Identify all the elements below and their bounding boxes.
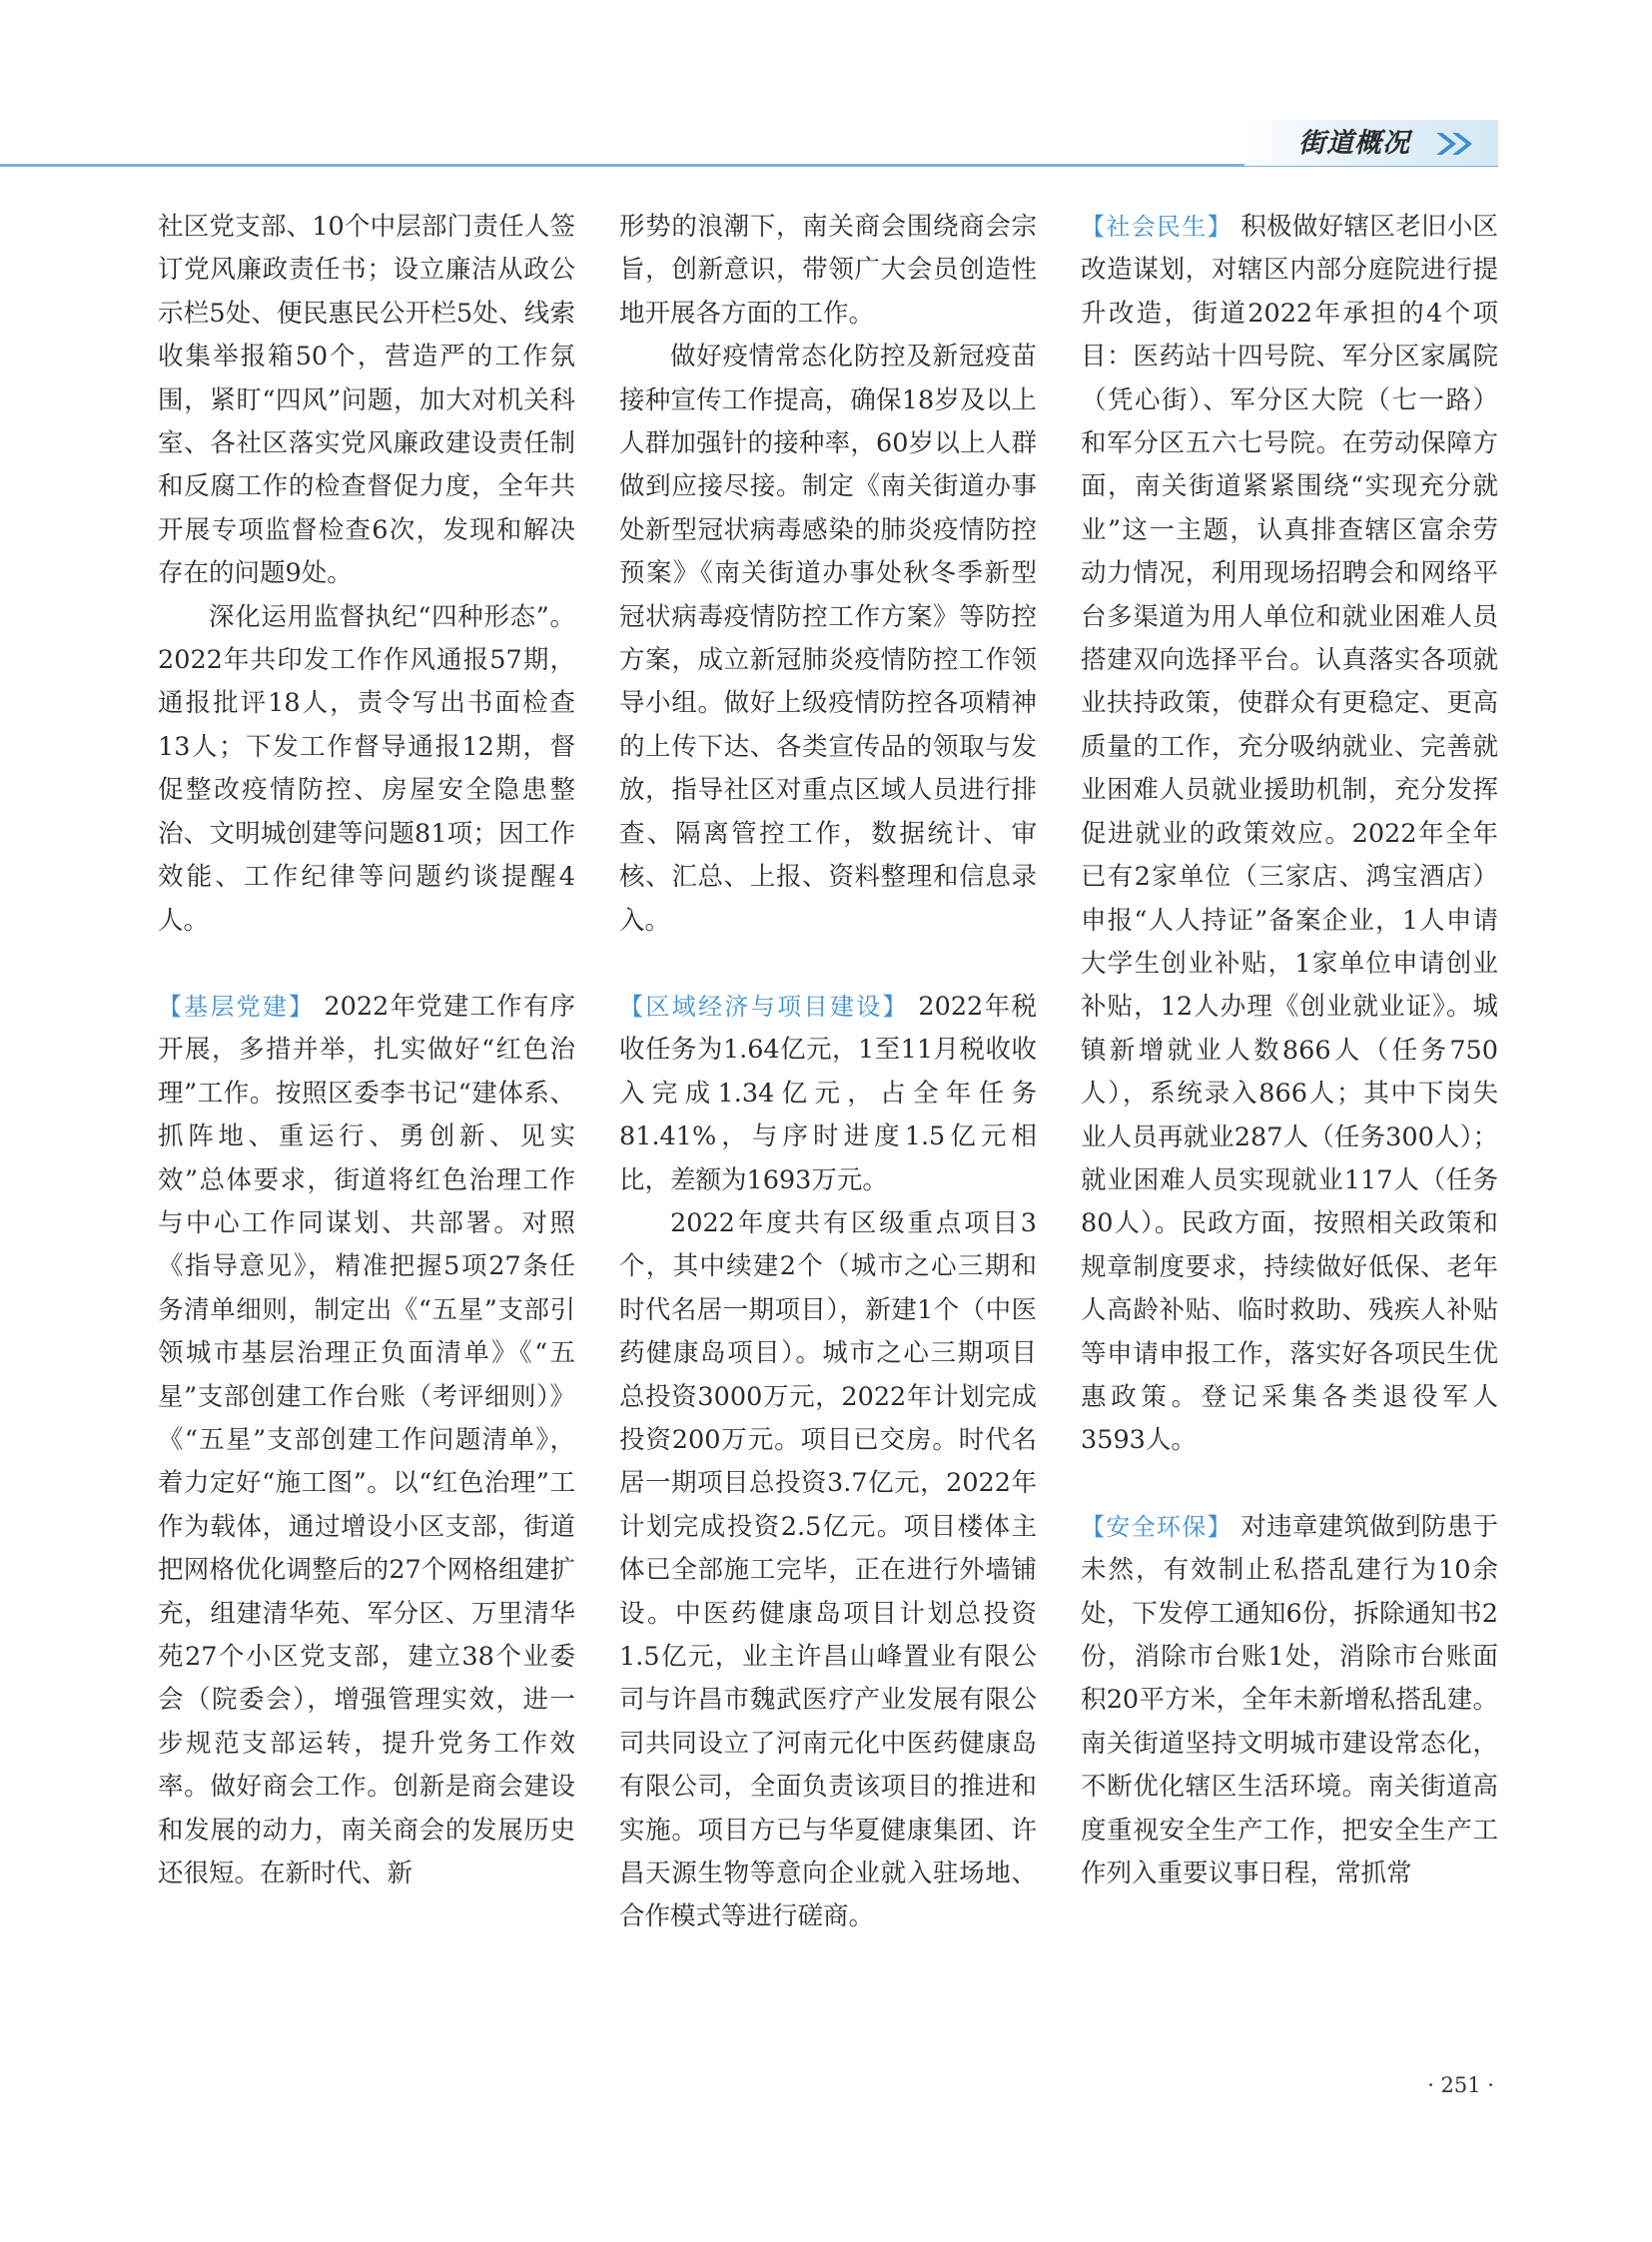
text-column-1 (158, 206, 575, 1895)
text-column-2 (619, 206, 1037, 1939)
double-chevron-right-icon (1432, 130, 1480, 158)
section-tag: 【社会民生】 (1081, 213, 1233, 241)
paragraph (158, 986, 575, 1896)
section-tag: 【基层党建】 (158, 992, 316, 1021)
paragraph-text: 2022年党建工作有序开展，多措并举，扎实做好“红色治理”工作。按照区委李书记“建体系、抓阵地、重运行、勇创新、见实效”总体要求，街道将红色治理工作与中心工作同谋划、共部署。对照《指导意见》，精准把握5项27条任务清单细则，制定出《“五星”支部引领城市基层治理正负面清单》《“五星”支部创建工作台账（考评细则）》《“五星”支部创建工作问题清单》，着力定好“施工图”。以“红色治理”工作为载体，通过增设小区支部，街道把网格优化调整后的27个网格组建扩充，组建清华苑、军分区、万里清华苑27个小区党支部，建立38个业委会（院委会），增强管理实效，进一步规范支部运转，提升党务工作效率。做好商会工作。创新是商会建设和发展的动力，南关商会的发展历史还很短。在新时代、新 (158, 991, 576, 1889)
paragraph (619, 986, 1037, 1202)
page-number: · 251 · (1427, 2073, 1494, 2097)
paragraph (1081, 206, 1498, 1463)
paragraph-text: 做好疫情常态化防控及新冠疫苗接种宣传工作提高，确保18岁及以上人群加强针的接种率，60岁以上人群做到应接尽接。制定《南关街道办事处新型冠状病毒感染的肺炎疫情防控预案》《南关街道办事处秋冬季新型冠状病毒疫情防控工作方案》等防控方案，成立新冠肺炎疫情防控工作领导小组。做好上级疫情防控各项精神的上传下达、各类宣传品的领取与发放，指导社区对重点区域人员进行排查、隔离管控工作，数据统计、审核、汇总、上报、资料整理和信息录入。 (619, 342, 1037, 936)
paragraph-text: 2022年度共有区级重点项目3个，其中续建2个（城市之心三期和时代名居一期项目），新建1个（中医药健康岛项目）。城市之心三期项目总投资3000万元，2022年计划完成投资200万元。项目已交房。时代名居一期项目总投资3.7亿元，2022年计划完成投资2.5亿元。项目楼体主体已全部施工完毕，正在进行外墙铺设。中医药健康岛项目计划总投资1.5亿元，业主许昌山峰置业有限公司与许昌市魏武医疗产业发展有限公司共同设立了河南元化中医药健康岛有限公司，全面负责该项目的推进和实施。项目方已与华夏健康集团、许昌天源生物等意向企业就入驻场地、合作模式等进行磋商。 (619, 1207, 1037, 1932)
section-title: 街道概况 (1298, 128, 1410, 159)
paragraph-text: 深化运用监督执纪“四种形态”。2022年共印发工作作风通报57期，通报批评18人，责令写出书面检查13人；下发工作督导通报12期，督促整改疫情防控、房屋安全隐患整治、文明城创建等问题81项；因工作效能、工作纪律等问题约谈提醒4人。 (158, 601, 575, 936)
paragraph-text: 形势的浪潮下，南关商会围绕商会宗旨，创新意识，带领广大会员创造性地开展各方面的工作。 (619, 212, 1037, 329)
section-tag: 【安全环保】 (1081, 1512, 1233, 1541)
paragraph (619, 1202, 1037, 1939)
paragraph (1081, 1506, 1498, 1896)
text-column-3 (1081, 206, 1498, 1895)
paragraph (158, 596, 575, 943)
paragraph-text: 对违章建筑做到防患于未然，有效制止私搭乱建行为10余处，下发停工通知6份，拆除通知书2份，消除市台账1处，消除市台账面积20平方米，全年未新增私搭乱建。南关街道坚持文明城市建设常态化，不断优化辖区生活环境。南关街道高度重视安全生产工作，把安全生产工作列入重要议事日程，常抓常 (1081, 1511, 1498, 1889)
paragraph (158, 206, 575, 596)
paragraph-text: 积极做好辖区老旧小区改造谋划，对辖区内部分庭院进行提升改造，街道2022年承担的4个项目：医药站十四号院、军分区家属院（凭心街）、军分区大院（七一路）和军分区五六七号院。在劳动保障方面，南关街道紧紧围绕“实现充分就业”这一主题，认真排查辖区富余劳动力情况，利用现场招聘会和网络平台多渠道为用人单位和就业困难人员搭建双向选择平台。认真落实各项就业扶持政策，使群众有更稳定、更高质量的工作，充分吸纳就业、完善就业困难人员就业援助机制，充分发挥促进就业的政策效应。2022年全年已有2家单位（三家店、鸿宝酒店）申报“人人持证”备案企业，1人申请大学生创业补贴，1家单位申请创业补贴，12人办理《创业就业证》。城镇新增就业人数866人（任务750人），系统录入866人；其中下岗失业人员再就业287人（任务300人）；就业困难人员实现就业117人（任务80人）。民政方面，按照相关政策和规章制度要求，持续做好低保、老年人高龄补贴、临时救助、残疾人补贴等申请申报工作，落实好各项民生优惠政策。登记采集各类退役军人3593人。 (1081, 212, 1498, 1456)
paragraph (619, 336, 1037, 943)
paragraph-text: 2022年税收任务为1.64亿元，1至11月税收收入完成1.34亿元，占全年任务81.41%，与序时进度1.5亿元相比，差额为1693万元。 (619, 991, 1037, 1195)
paragraph-text: 社区党支部、10个中层部门责任人签订党风廉政责任书；设立廉洁从政公示栏5处、便民惠民公开栏5处、线索收集举报箱50个，营造严的工作氛围，紧盯“四风”问题，加大对机关科室、各社区落实党风廉政建设责任制和反腐工作的检查督促力度，全年共开展专项监督检查6次，发现和解决存在的问题9处。 (158, 212, 575, 589)
section-tag: 【区域经济与项目建设】 (619, 992, 909, 1021)
paragraph (619, 206, 1037, 336)
